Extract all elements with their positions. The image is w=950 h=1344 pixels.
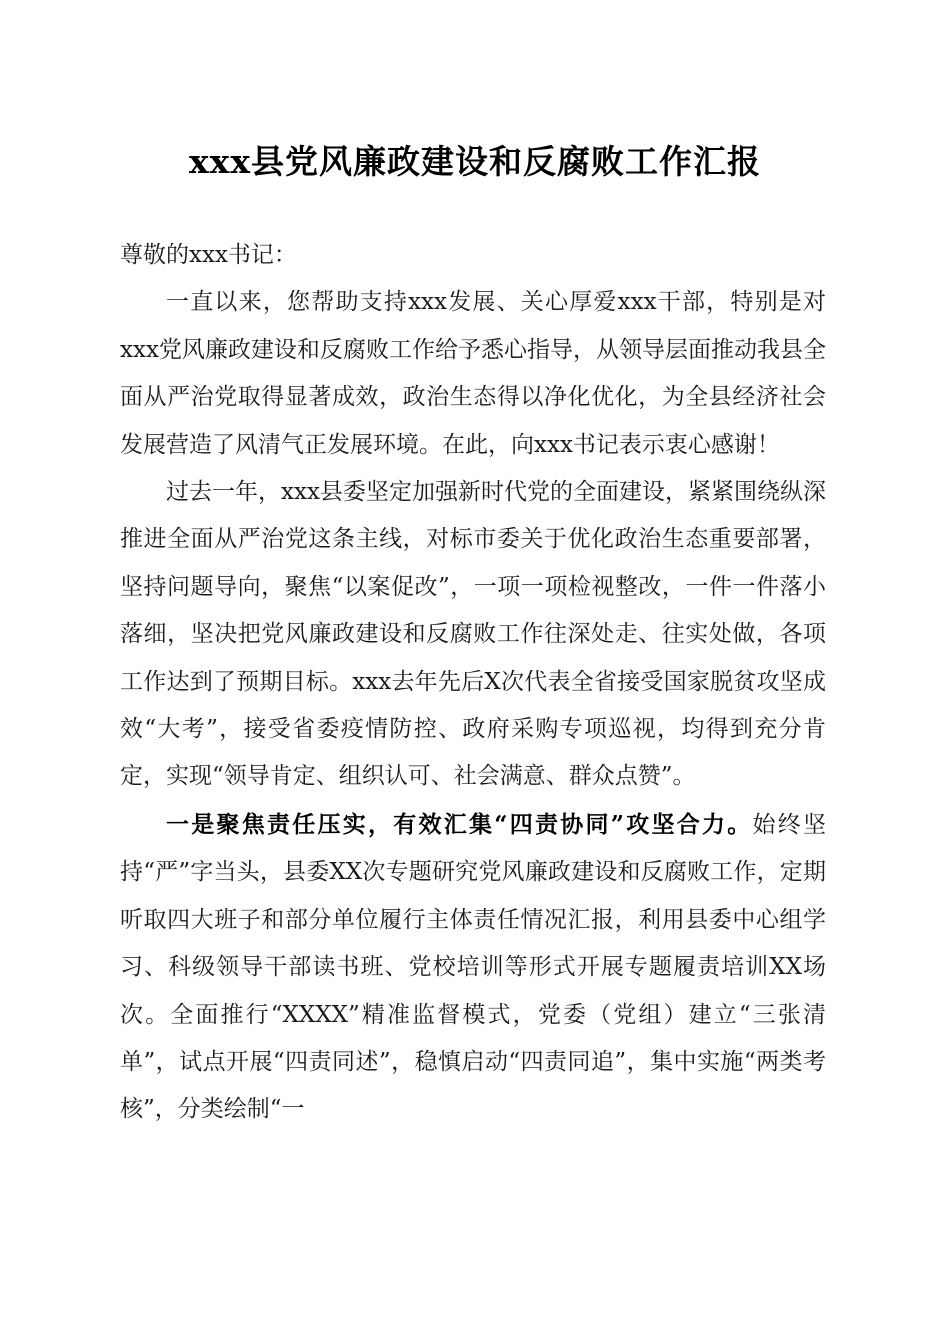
document-title: xxx县党风廉政建设和反腐败工作汇报 xyxy=(188,142,762,181)
salutation: 尊敬的xxx书记： xyxy=(120,242,297,268)
paragraph-1 xyxy=(120,279,826,469)
paragraph-text: 过去一年，xxx县委坚定加强新时代党的全面建设，紧紧围绕纵深推进全面从严治党这条主线，对标市委关于优化政治生态重要部署，坚持问题导向，聚焦“以案促改”，一项一项检视整改，一件一件落小落细，坚决把党风廉政建设和反腐败工作往深处走、往实处做，各项工作达到了预期目标。xxx去年先后X次代表全省接受国家脱贫攻坚成效“大考”，接受省委疫情防控、政府采购专项巡视，均得到充分肯定，实现“领导肯定、组织认可、社会满意、群众点赞”。 xyxy=(120,479,826,790)
document-body xyxy=(120,232,826,1134)
paragraph-lead-heading: 一是聚焦责任压实，有效汇集“四责协同”攻坚合力。 xyxy=(166,810,753,838)
paragraph-text: 一直以来，您帮助支持xxx发展、关心厚爱xxx干部，特别是对xxx党风廉政建设和反腐败工作给予悉心指导，从领导层面推动我县全面从严治党取得显著成效，政治生态得以净化优化，为全县经济社会发展营造了风清气正发展环境。在此，向xxx书记表示衷心感谢！ xyxy=(120,289,826,458)
paragraph-2 xyxy=(120,469,826,801)
paragraph-text: 始终坚持“严”字当头，县委XX次专题研究党风廉政建设和反腐败工作，定期听取四大班子和部分单位履行主体责任情况汇报，利用县委中心组学习、科级领导干部读书班、党校培训等形式开展专题履责培训XX场次。全面推行“XXXX”精准监督模式，党委（党组）建立“三张清单”，试点开展“四责同述”，稳慎启动“四责同追”，集中实施“两类考核”，分类绘制“一 xyxy=(120,811,827,1123)
paragraph-3 xyxy=(120,801,826,1134)
